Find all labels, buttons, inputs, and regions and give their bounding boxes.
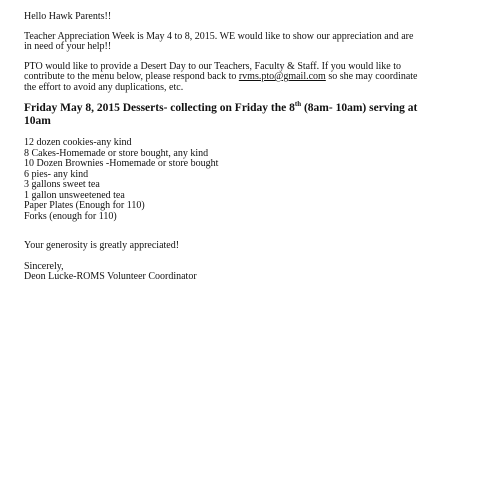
heading-superscript: th: [294, 100, 302, 109]
dessert-heading: [24, 102, 472, 128]
letter-document: [24, 12, 472, 292]
intro-line-1: Teacher Appreciation Week is May 4 to 8, 2015. WE would like to show our appreciation and are: [24, 30, 414, 42]
list-item: 6 pies- any kind: [24, 168, 89, 180]
heading-part-1: Friday May 8, 2015 Desserts- collecting on Friday the 8: [24, 102, 295, 114]
closing: [24, 262, 472, 283]
pto-line-3: the effort to avoid any duplications, etc.: [24, 81, 184, 93]
list-item: 3 gallons sweet tea: [24, 179, 100, 190]
intro-line-2: in need of your help!!: [24, 41, 112, 52]
list-item: 8 Cakes-Homemade or store bought, any kind: [24, 147, 209, 159]
thanks-paragraph: [24, 241, 472, 252]
list-item: Forks (enough for 110): [24, 210, 117, 222]
heading-line-1: [24, 102, 472, 115]
list-item: 12 dozen cookies-any kind: [24, 137, 132, 148]
greeting-text: Hello Hawk Parents!!: [24, 11, 112, 22]
greeting: [24, 12, 472, 23]
signoff-text: Sincerely,: [24, 260, 64, 272]
signature-text: Deon Lucke-ROMS Volunteer Coordinator: [24, 271, 197, 282]
heading-part-2: (8am- 10am) serving at: [301, 102, 418, 114]
heading-line-2: 10am: [24, 115, 51, 127]
intro-paragraph: [24, 32, 472, 53]
pto-line-1: PTO would like to provide a Desert Day to our Teachers, Faculty & Staff. If you would like to: [24, 60, 402, 72]
pto-paragraph: [24, 62, 472, 94]
email-link[interactable]: rvms.pto@gmail.com: [238, 71, 326, 82]
list-item: Paper Plates (Enough for 110): [24, 200, 145, 211]
pto-line-2-after: so she may coordinate: [325, 71, 418, 82]
list-item: 10 Dozen Brownies -Homemade or store bought: [24, 158, 219, 169]
dessert-list: [24, 138, 472, 222]
pto-line-2: [24, 72, 472, 83]
pto-line-2-before: contribute to the menu below, please respond back to: [24, 71, 239, 82]
thanks-text: Your generosity is greatly appreciated!: [24, 240, 180, 251]
list-item: 1 gallon unsweetened tea: [24, 189, 125, 201]
